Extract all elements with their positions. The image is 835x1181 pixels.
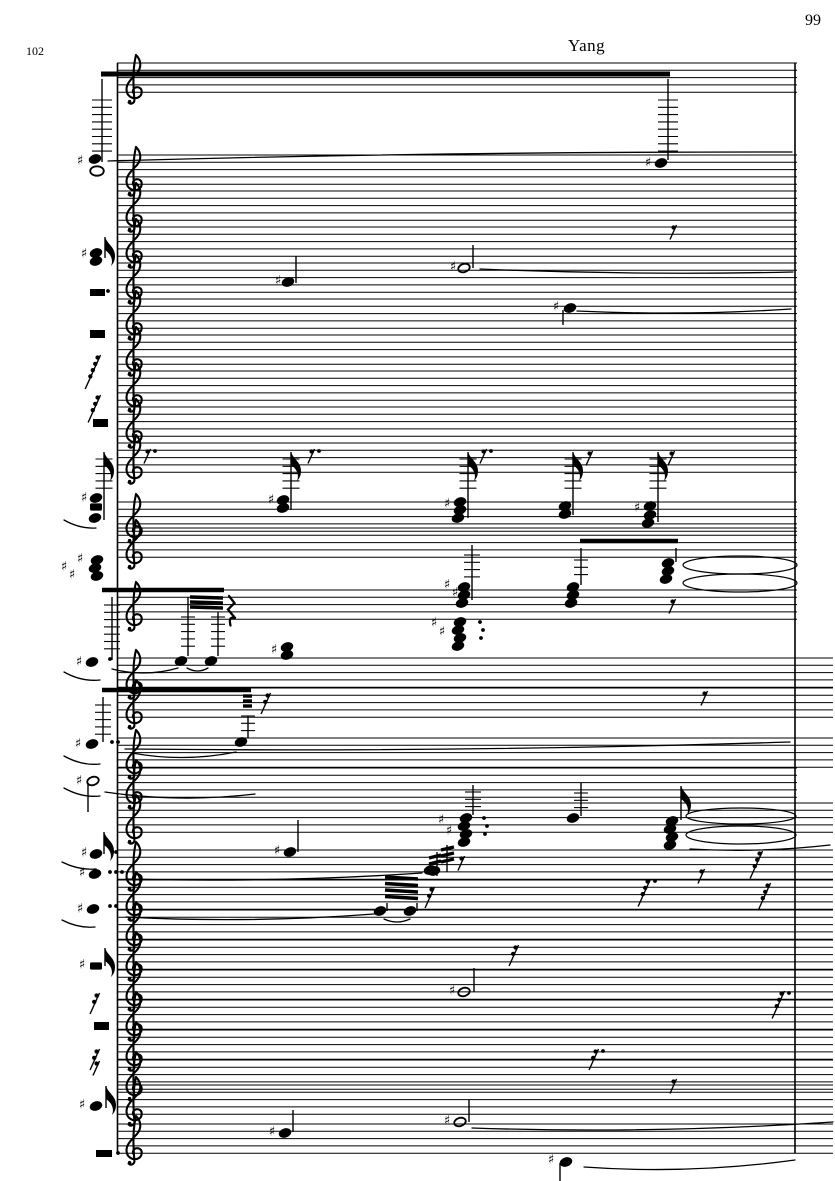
tie [62,920,95,927]
sharp-accidental: ♯ [438,624,446,640]
treble-clef-icon [128,480,131,483]
sharp-accidental: ♯ [75,773,83,789]
tie [384,919,410,922]
treble-clef-icon [128,336,131,339]
notehead [90,503,102,510]
rest-dot [653,879,657,883]
tremolo-beam [190,597,223,598]
notehead [88,512,102,523]
augmentation-dot [114,870,118,874]
notehead [90,962,102,969]
sharp-accidental: ♯ [68,567,76,583]
notehead [451,640,465,651]
treble-clef-icon [128,627,131,630]
sharp-accidental: ♯ [74,736,82,752]
treble-clef-icon [128,840,131,843]
treble-clef-icon [128,887,131,890]
sharp-accidental: ♯ [268,1124,276,1140]
sharp-accidental: ♯ [76,153,84,169]
tie-ellipse [683,574,797,592]
sharp-accidental: ♯ [273,843,281,859]
tremolo-beam [385,884,418,886]
notehead [641,517,655,528]
sharp-accidental: ♯ [451,585,459,601]
notehead [89,848,103,859]
block-rest [96,1150,112,1157]
tie-ellipse [683,556,797,574]
block-rest [93,419,108,427]
notehead [89,492,103,503]
augmentation-dot [108,657,112,661]
notehead [86,903,100,914]
tie-ellipse [686,826,796,844]
sharp-accidental: ♯ [644,155,652,171]
sharp-accidental: ♯ [267,492,275,508]
tremolo-beam [385,877,418,879]
notehead [659,573,673,584]
treble-clef-icon [128,1097,131,1100]
notehead [93,167,100,175]
augmentation-dot [485,824,489,828]
notehead [403,905,417,916]
tie [64,788,100,796]
notehead [85,738,99,749]
augmentation-dot [481,628,485,632]
rest-dot [317,449,321,453]
notehead [558,508,572,519]
notehead [88,868,102,879]
sharp-accidental: ♯ [60,559,68,575]
augmentation-dot [108,904,112,908]
sharp-accidental: ♯ [437,812,445,828]
sharp-accidental: ♯ [445,823,453,839]
tremolo-beam [385,890,418,892]
tie [472,1122,833,1130]
augmentation-dot [108,870,112,874]
block-rest [94,1022,109,1030]
sharp-accidental: ♯ [547,1152,555,1168]
sharp-accidental: ♯ [430,615,438,631]
treble-clef-icon [127,795,142,844]
eighth-flag [105,948,115,977]
notehead [663,839,677,850]
sharp-accidental: ♯ [443,1113,451,1129]
sharp-accidental: ♯ [78,1097,86,1113]
notehead [654,157,668,168]
treble-clef-icon [128,264,131,267]
notehead [88,153,102,164]
augmentation-dot [116,1151,120,1155]
treble-clef-icon [128,1037,131,1040]
tie [64,672,100,680]
sharp-accidental: ♯ [448,983,456,999]
treble-clef-icon [128,775,131,778]
treble-clef-icon [128,539,131,542]
notehead [86,775,100,786]
treble-clef-icon [128,228,131,231]
treble-clef-icon [127,1077,142,1126]
treble-clef-icon [128,1161,131,1164]
notehead [280,649,294,660]
sharp-accidental: ♯ [80,490,88,506]
treble-clef-icon [128,408,131,411]
notehead [563,302,577,313]
treble-clef-icon [128,1067,131,1070]
piece-title: Yang [568,36,606,55]
notehead [283,846,297,857]
tie [125,742,790,750]
measure-number: 102 [26,44,44,58]
rest-dot [153,449,157,453]
eighth-flag [105,237,115,266]
rest-dot [787,991,791,995]
treble-clef-icon [128,372,131,375]
treble-clef-icon [127,435,142,484]
treble-clef-icon [127,520,142,569]
sharp-accidental: ♯ [270,642,278,658]
treble-clef-icon [128,300,131,303]
rest-dot [489,449,493,453]
tremolo-beam [190,607,223,608]
notehead [89,1100,103,1111]
sharp-accidental: ♯ [76,901,84,917]
tremolo-beam [385,897,418,899]
tie [480,269,793,273]
augmentation-dot [116,740,120,744]
augmentation-dot [114,904,118,908]
augmentation-dot [120,870,124,874]
augmentation-dot [479,636,483,640]
notehead [276,502,290,513]
notehead [85,656,99,667]
tie [108,152,792,161]
treble-clef-icon [128,977,131,980]
tie [64,756,100,764]
treble-clef-icon [128,695,131,698]
augmentation-dot [114,850,118,854]
sharp-accidental: ♯ [449,259,457,275]
augmentation-dot [110,740,114,744]
tremolo-beam [429,861,441,864]
treble-clef-icon [128,100,131,103]
treble-clef-icon [128,1122,131,1125]
sharp-accidental: ♯ [552,299,560,315]
notehead [457,836,471,847]
tie [584,1160,795,1170]
sharp-accidental: ♯ [633,500,641,516]
augmentation-dot [478,620,482,624]
sharp-accidental: ♯ [76,551,84,567]
quarter-rest [228,596,236,626]
tie [187,668,208,671]
notehead [373,905,387,916]
notehead [566,812,580,823]
treble-clef-icon [128,805,131,808]
treble-clef-icon [128,192,131,195]
sharp-accidental: ♯ [443,577,451,593]
block-rest [90,289,105,296]
notehead [564,597,578,608]
sharp-accidental: ♯ [443,496,451,512]
rest-dot [601,1049,605,1053]
notehead [89,255,103,266]
treble-clef-icon [128,444,131,447]
notehead [451,512,465,523]
tie [577,309,791,313]
sharp-accidental: ♯ [78,865,86,881]
treble-clef-icon [128,725,131,728]
notehead [457,262,471,273]
augmentation-dot [483,832,487,836]
augmentation-dot [106,289,110,293]
notehead [278,1127,292,1138]
tremolo-beam [190,602,223,603]
treble-clef-icon [127,55,142,104]
eighth-flag [104,832,114,861]
eighth-flag [106,1086,116,1115]
page-number: 99 [805,12,821,29]
treble-clef-icon [128,565,131,568]
notehead [559,1156,573,1167]
augmentation-dot [482,816,486,820]
block-rest [90,330,105,338]
sharp-accidental: ♯ [78,957,86,973]
sharp-accidental: ♯ [80,246,88,262]
treble-clef-icon [128,947,131,950]
sharp-accidental: ♯ [75,654,83,670]
treble-clef-icon [128,1007,131,1010]
sharp-accidental: ♯ [274,273,282,289]
sharp-accidental: ♯ [80,845,88,861]
notehead [453,1116,467,1127]
